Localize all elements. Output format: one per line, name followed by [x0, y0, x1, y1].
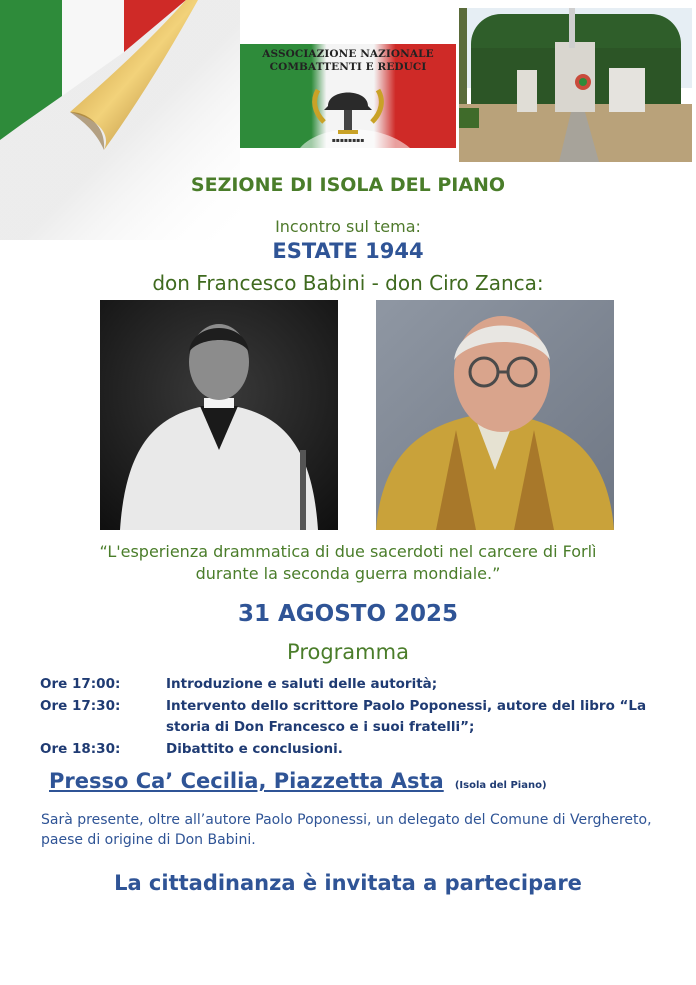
section-title: SEZIONE DI ISOLA DEL PIANO	[190, 174, 506, 196]
invitation-line: La cittadinanza è invitata a partecipare	[114, 871, 582, 895]
schedule-desc: Intervento dello scrittore Paolo Poponessi, autore del libro “La storia di Don Francesco e i suoi fratelli”;	[166, 698, 647, 735]
quote-line-1: “L'esperienza drammatica di due sacerdoti nel carcere di Forlì	[99, 542, 597, 561]
theme-subtitle: don Francesco Babini - don Ciro Zanca:	[152, 271, 544, 295]
portrait-don-francesco-babini	[100, 300, 338, 530]
theme-intro: Incontro sul tema:	[275, 217, 421, 236]
schedule-desc: Introduzione e saluti delle autorità;	[166, 676, 438, 692]
attendance-note: Sarà presente, oltre all’autore Paolo Poponessi, un delegato del Comune di Verghereto, paese di origine di Don Babini.	[41, 812, 652, 848]
schedule-row	[40, 674, 670, 695]
schedule	[40, 674, 670, 761]
event-date: 31 AGOSTO 2025	[237, 601, 459, 627]
venue-note: (Isola del Piano)	[454, 780, 547, 791]
schedule-time: Ore 17:30:	[40, 698, 121, 714]
svg-text:▪▪▪▪▪▪▪▪: ▪▪▪▪▪▪▪▪	[331, 137, 365, 144]
logo-line-2: COMBATTENTI E REDUCI	[269, 61, 427, 73]
portrait-don-ciro-zanca	[376, 300, 614, 530]
logo-line-1: ASSOCIAZIONE NAZIONALE	[262, 48, 434, 60]
event-quote	[30, 541, 666, 585]
schedule-desc: Dibattito e conclusioni.	[166, 741, 343, 757]
schedule-row	[40, 696, 670, 738]
venue-line	[49, 769, 689, 793]
venue-name: Presso Ca’ Cecilia, Piazzetta Asta	[49, 769, 444, 793]
association-logo	[240, 44, 456, 148]
theme-title: ESTATE 1944	[272, 239, 424, 263]
war-memorial-photo	[459, 8, 692, 162]
schedule-row	[40, 739, 670, 760]
schedule-time: Ore 17:00:	[40, 676, 121, 692]
program-title: Programma	[287, 640, 409, 664]
schedule-time: Ore 18:30:	[40, 741, 121, 757]
quote-line-2: durante la seconda guerra mondiale.”	[195, 564, 501, 583]
italian-flag-corner	[0, 0, 240, 240]
